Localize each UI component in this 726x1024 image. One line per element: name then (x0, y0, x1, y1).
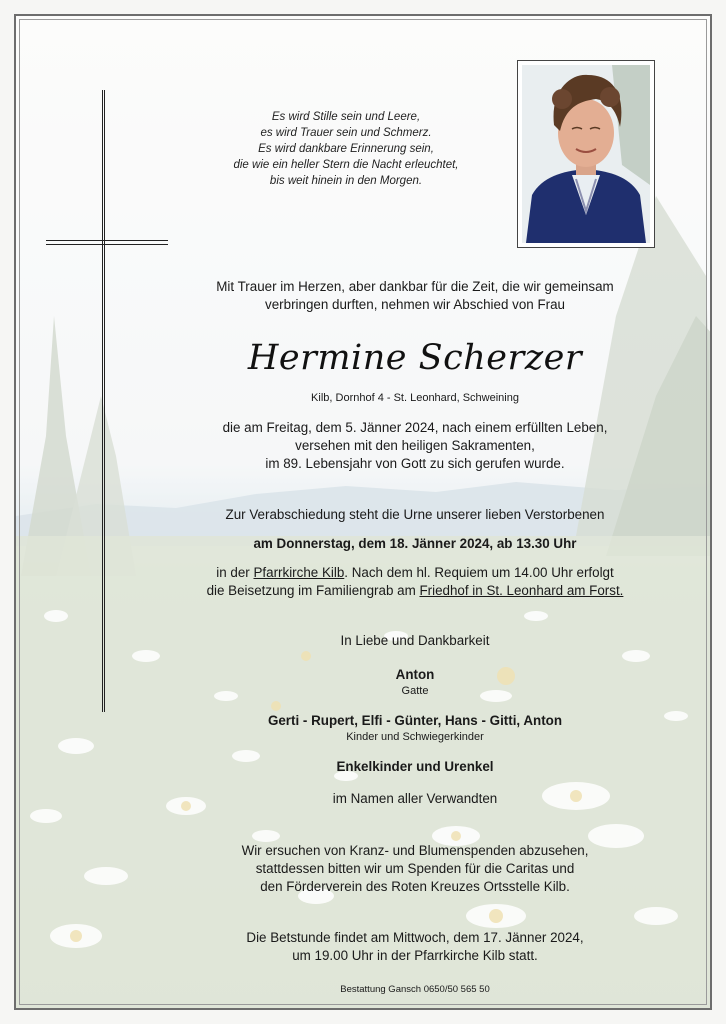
burial-text: die Beisetzung im Familiengrab am (206, 583, 420, 598)
undertaker-footer: Bestattung Gansch 0650/50 565 50 (340, 984, 490, 995)
prayer-line: Die Betstunde findet am Mittwoch, dem 17. Jänner 2024, (246, 930, 584, 945)
poem-line: es wird Trauer sein und Schmerz. (260, 127, 432, 139)
donation-line: stattdessen bitten wir um Spenden für die Caritas und (255, 861, 575, 876)
ceremony-intro: Zur Verabschiedung steht die Urne unserer lieben Verstorbenen (225, 507, 605, 522)
portrait-image (522, 65, 650, 243)
poem-line: die wie ein heller Stern die Nacht erleuchtet, (233, 159, 459, 171)
donation-line: Wir ersuchen von Kranz- und Blumenspenden abzusehen, (241, 843, 589, 858)
grandchildren: Enkelkinder und Urenkel (336, 759, 494, 774)
obituary-card (14, 14, 712, 1010)
place-text: . Nach dem hl. Requiem um 14.00 Uhr erfolgt (344, 565, 614, 580)
prayer-line: um 19.00 Uhr in der Pfarrkirche Kilb statt. (292, 948, 538, 963)
spouse-role: Gatte (401, 685, 429, 697)
friedhof-link[interactable]: Friedhof in St. Leonhard am Forst. (419, 583, 624, 598)
intro-line: verbringen durften, nehmen wir Abschied von Frau (265, 297, 565, 312)
donation-line: den Förderverein des Roten Kreuzes Ortsstelle Kilb. (260, 879, 570, 894)
mourners-opening: In Liebe und Dankbarkeit (340, 633, 490, 648)
ceremony-date: am Donnerstag, dem 18. Jänner 2024, ab 13.30 Uhr (253, 536, 577, 551)
ceremony-place (136, 564, 694, 582)
death-notice (136, 419, 694, 473)
death-line: im 89. Lebensjahr von Gott zu sich gerufen wurde. (265, 456, 565, 471)
prayer-service (136, 929, 694, 965)
cross-icon (102, 90, 105, 712)
spouse-name: Anton (395, 667, 435, 682)
memorial-poem (206, 109, 486, 189)
children-role: Kinder und Schwiegerkinder (346, 731, 484, 743)
poem-line: bis weit hinein in den Morgen. (269, 175, 423, 187)
intro-line: Mit Trauer im Herzen, aber dankbar für die Zeit, die wir gemeinsam (216, 279, 614, 294)
poem-line: Es wird dankbare Erinnerung sein, (258, 143, 434, 155)
poem-line: Es wird Stille sein und Leere, (271, 111, 421, 123)
burial-info (136, 582, 694, 600)
death-line: die am Freitag, dem 5. Jänner 2024, nach einem erfüllten Leben, (222, 420, 608, 435)
place-text: in der (216, 565, 254, 580)
portrait-photo (517, 60, 655, 248)
death-line: versehen mit den heiligen Sakramenten, (295, 438, 535, 453)
intro-text (136, 278, 694, 314)
relatives: im Namen aller Verwandten (332, 791, 498, 806)
deceased-name: Hermine Scherzer (247, 338, 583, 378)
deceased-address: Kilb, Dornhof 4 - St. Leonhard, Schweining (311, 392, 519, 404)
donation-request (136, 842, 694, 896)
pfarrkirche-link[interactable]: Pfarrkirche Kilb (253, 565, 345, 580)
children-names: Gerti - Rupert, Elfi - Günter, Hans - Gitti, Anton (267, 713, 563, 728)
cross-bar (46, 240, 168, 245)
